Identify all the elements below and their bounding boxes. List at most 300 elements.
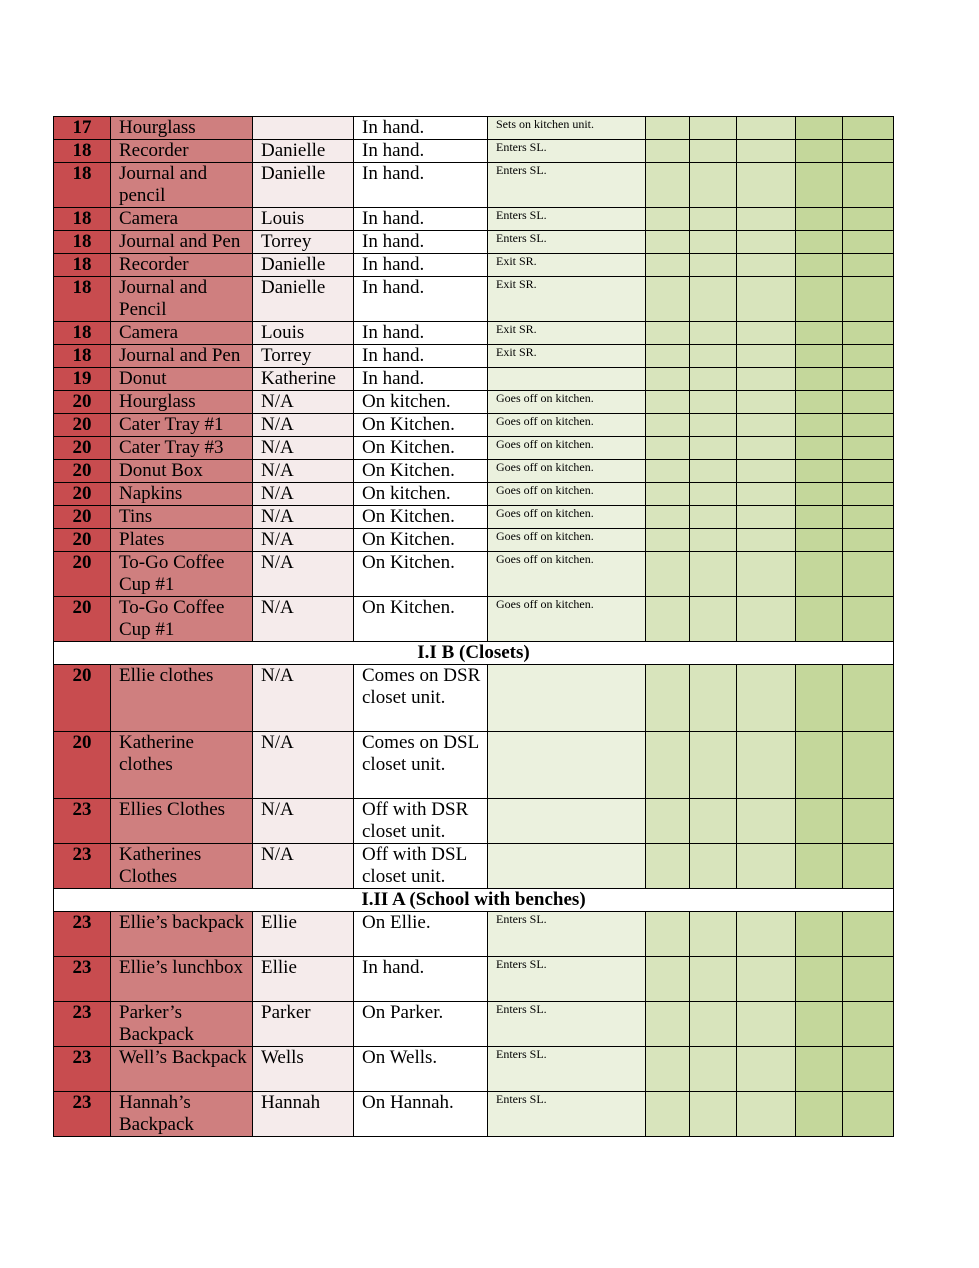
check-cell-2[interactable]	[690, 506, 737, 529]
check-cell-1[interactable]	[646, 368, 690, 391]
check-cell-4[interactable]	[796, 163, 843, 208]
check-cell-2[interactable]	[690, 552, 737, 597]
check-cell-1[interactable]	[646, 322, 690, 345]
check-cell-2[interactable]	[690, 277, 737, 322]
check-cell-4[interactable]	[796, 414, 843, 437]
check-cell-4[interactable]	[796, 597, 843, 642]
check-cell-2[interactable]	[690, 368, 737, 391]
check-cell-4[interactable]	[796, 799, 843, 844]
check-cell-3[interactable]	[737, 483, 796, 506]
check-cell-3[interactable]	[737, 391, 796, 414]
check-cell-5[interactable]	[843, 957, 894, 1002]
note-cell: Exit SR.	[488, 345, 646, 368]
location-cell: On Wells.	[354, 1047, 488, 1092]
check-cell-4[interactable]	[796, 322, 843, 345]
check-cell-2[interactable]	[690, 322, 737, 345]
check-cell-4[interactable]	[796, 208, 843, 231]
character-cell: N/A	[253, 665, 354, 732]
character-cell: N/A	[253, 437, 354, 460]
note-cell: Enters SL.	[488, 140, 646, 163]
check-cell-5[interactable]	[843, 117, 894, 140]
check-cell-3[interactable]	[737, 231, 796, 254]
check-cell-3[interactable]	[737, 552, 796, 597]
prop-item-cell: Parker’s Backpack	[111, 1002, 253, 1047]
check-cell-5[interactable]	[843, 368, 894, 391]
check-cell-5[interactable]	[843, 529, 894, 552]
check-cell-2[interactable]	[690, 483, 737, 506]
character-cell: N/A	[253, 391, 354, 414]
check-cell-3[interactable]	[737, 957, 796, 1002]
check-cell-3[interactable]	[737, 1047, 796, 1092]
location-cell: On Kitchen.	[354, 460, 488, 483]
prop-item-cell: Napkins	[111, 483, 253, 506]
check-cell-2[interactable]	[690, 732, 737, 799]
check-cell-5[interactable]	[843, 597, 894, 642]
note-cell: Sets on kitchen unit.	[488, 117, 646, 140]
check-cell-1[interactable]	[646, 732, 690, 799]
page-cell: 23	[54, 957, 111, 1002]
check-cell-4[interactable]	[796, 437, 843, 460]
section-header-row	[54, 642, 894, 665]
check-cell-2[interactable]	[690, 391, 737, 414]
character-cell: Katherine	[253, 368, 354, 391]
prop-item-cell: Hourglass	[111, 117, 253, 140]
check-cell-3[interactable]	[737, 1002, 796, 1047]
check-cell-5[interactable]	[843, 1002, 894, 1047]
check-cell-5[interactable]	[843, 1092, 894, 1137]
note-cell: Goes off on kitchen.	[488, 597, 646, 642]
check-cell-3[interactable]	[737, 460, 796, 483]
location-cell: Off with DSL closet unit.	[354, 844, 488, 889]
check-cell-4[interactable]	[796, 1002, 843, 1047]
location-cell: On Parker.	[354, 1002, 488, 1047]
table-row	[54, 529, 894, 552]
table-row	[54, 844, 894, 889]
prop-item-cell: Donut Box	[111, 460, 253, 483]
location-cell: In hand.	[354, 163, 488, 208]
location-cell: On Kitchen.	[354, 597, 488, 642]
note-cell: Goes off on kitchen.	[488, 483, 646, 506]
check-cell-1[interactable]	[646, 1047, 690, 1092]
check-cell-4[interactable]	[796, 506, 843, 529]
check-cell-1[interactable]	[646, 1002, 690, 1047]
check-cell-1[interactable]	[646, 957, 690, 1002]
note-cell	[488, 844, 646, 889]
check-cell-5[interactable]	[843, 163, 894, 208]
check-cell-1[interactable]	[646, 460, 690, 483]
table-row	[54, 231, 894, 254]
page-cell: 23	[54, 1047, 111, 1092]
check-cell-2[interactable]	[690, 665, 737, 732]
check-cell-4[interactable]	[796, 665, 843, 732]
page-cell: 18	[54, 208, 111, 231]
check-cell-2[interactable]	[690, 117, 737, 140]
check-cell-4[interactable]	[796, 231, 843, 254]
check-cell-2[interactable]	[690, 1002, 737, 1047]
check-cell-4[interactable]	[796, 140, 843, 163]
prop-item-cell: Well’s Backpack	[111, 1047, 253, 1092]
character-cell: N/A	[253, 799, 354, 844]
check-cell-1[interactable]	[646, 1092, 690, 1137]
location-cell: On Kitchen.	[354, 529, 488, 552]
check-cell-5[interactable]	[843, 799, 894, 844]
note-cell: Enters SL.	[488, 231, 646, 254]
character-cell	[253, 117, 354, 140]
note-cell: Goes off on kitchen.	[488, 437, 646, 460]
page-cell: 20	[54, 391, 111, 414]
check-cell-1[interactable]	[646, 391, 690, 414]
page-cell: 23	[54, 1092, 111, 1137]
table-row	[54, 552, 894, 597]
prop-item-cell: Donut	[111, 368, 253, 391]
table-row	[54, 414, 894, 437]
check-cell-4[interactable]	[796, 345, 843, 368]
check-cell-3[interactable]	[737, 799, 796, 844]
check-cell-5[interactable]	[843, 140, 894, 163]
prop-item-cell: Ellies Clothes	[111, 799, 253, 844]
note-cell: Goes off on kitchen.	[488, 391, 646, 414]
page-cell: 18	[54, 231, 111, 254]
prop-item-cell: Ellie’s lunchbox	[111, 957, 253, 1002]
check-cell-4[interactable]	[796, 1047, 843, 1092]
check-cell-3[interactable]	[737, 732, 796, 799]
page-cell: 18	[54, 140, 111, 163]
page-cell: 20	[54, 732, 111, 799]
prop-item-cell: Cater Tray #1	[111, 414, 253, 437]
prop-item-cell: Tins	[111, 506, 253, 529]
table-row	[54, 799, 894, 844]
check-cell-1[interactable]	[646, 414, 690, 437]
check-cell-3[interactable]	[737, 140, 796, 163]
character-cell: Ellie	[253, 912, 354, 957]
table-row	[54, 732, 894, 799]
character-cell: Torrey	[253, 231, 354, 254]
check-cell-2[interactable]	[690, 1092, 737, 1137]
location-cell: In hand.	[354, 208, 488, 231]
check-cell-5[interactable]	[843, 732, 894, 799]
check-cell-4[interactable]	[796, 957, 843, 1002]
prop-item-cell: To-Go Coffee Cup #1	[111, 552, 253, 597]
table-row	[54, 254, 894, 277]
note-cell: Goes off on kitchen.	[488, 506, 646, 529]
location-cell: In hand.	[354, 368, 488, 391]
prop-item-cell: Recorder	[111, 254, 253, 277]
prop-item-cell: Camera	[111, 322, 253, 345]
note-cell: Enters SL.	[488, 1002, 646, 1047]
table-row	[54, 117, 894, 140]
check-cell-5[interactable]	[843, 345, 894, 368]
check-cell-1[interactable]	[646, 483, 690, 506]
check-cell-2[interactable]	[690, 208, 737, 231]
page-cell: 20	[54, 414, 111, 437]
check-cell-1[interactable]	[646, 208, 690, 231]
page-cell: 17	[54, 117, 111, 140]
check-cell-1[interactable]	[646, 665, 690, 732]
section-header-row	[54, 889, 894, 912]
check-cell-5[interactable]	[843, 231, 894, 254]
character-cell: Louis	[253, 208, 354, 231]
check-cell-3[interactable]	[737, 254, 796, 277]
check-cell-4[interactable]	[796, 912, 843, 957]
check-cell-1[interactable]	[646, 231, 690, 254]
check-cell-1[interactable]	[646, 277, 690, 322]
check-cell-2[interactable]	[690, 414, 737, 437]
location-cell: On Ellie.	[354, 912, 488, 957]
character-cell: N/A	[253, 529, 354, 552]
page-cell: 18	[54, 254, 111, 277]
table-row	[54, 957, 894, 1002]
location-cell: In hand.	[354, 957, 488, 1002]
check-cell-1[interactable]	[646, 912, 690, 957]
table-row	[54, 345, 894, 368]
check-cell-4[interactable]	[796, 483, 843, 506]
check-cell-5[interactable]	[843, 208, 894, 231]
check-cell-1[interactable]	[646, 597, 690, 642]
note-cell	[488, 732, 646, 799]
prop-item-cell: Katherine clothes	[111, 732, 253, 799]
location-cell: On Kitchen.	[354, 414, 488, 437]
prop-item-cell: Hannah’s Backpack	[111, 1092, 253, 1137]
check-cell-5[interactable]	[843, 665, 894, 732]
check-cell-2[interactable]	[690, 799, 737, 844]
table-row	[54, 391, 894, 414]
check-cell-3[interactable]	[737, 437, 796, 460]
check-cell-3[interactable]	[737, 345, 796, 368]
prop-item-cell: Journal and Pen	[111, 345, 253, 368]
location-cell: Comes on DSR closet unit.	[354, 665, 488, 732]
note-cell: Enters SL.	[488, 208, 646, 231]
check-cell-3[interactable]	[737, 529, 796, 552]
check-cell-3[interactable]	[737, 117, 796, 140]
page-cell: 23	[54, 912, 111, 957]
character-cell: N/A	[253, 414, 354, 437]
check-cell-5[interactable]	[843, 414, 894, 437]
character-cell: Danielle	[253, 254, 354, 277]
check-cell-4[interactable]	[796, 1092, 843, 1137]
check-cell-5[interactable]	[843, 844, 894, 889]
note-cell: Exit SR.	[488, 254, 646, 277]
check-cell-3[interactable]	[737, 844, 796, 889]
prop-item-cell: Plates	[111, 529, 253, 552]
prop-item-cell: Camera	[111, 208, 253, 231]
table-row	[54, 277, 894, 322]
table-row	[54, 460, 894, 483]
location-cell: In hand.	[354, 254, 488, 277]
table-row	[54, 1002, 894, 1047]
check-cell-5[interactable]	[843, 322, 894, 345]
note-cell: Enters SL.	[488, 1047, 646, 1092]
character-cell: Wells	[253, 1047, 354, 1092]
note-cell	[488, 368, 646, 391]
check-cell-2[interactable]	[690, 254, 737, 277]
check-cell-1[interactable]	[646, 799, 690, 844]
location-cell: In hand.	[354, 345, 488, 368]
check-cell-1[interactable]	[646, 437, 690, 460]
check-cell-1[interactable]	[646, 552, 690, 597]
page-cell: 23	[54, 844, 111, 889]
check-cell-1[interactable]	[646, 844, 690, 889]
check-cell-5[interactable]	[843, 277, 894, 322]
check-cell-3[interactable]	[737, 506, 796, 529]
location-cell: On Kitchen.	[354, 552, 488, 597]
check-cell-3[interactable]	[737, 322, 796, 345]
check-cell-2[interactable]	[690, 1047, 737, 1092]
location-cell: In hand.	[354, 231, 488, 254]
table-row	[54, 1092, 894, 1137]
check-cell-3[interactable]	[737, 1092, 796, 1137]
table-row	[54, 506, 894, 529]
note-cell: Enters SL.	[488, 957, 646, 1002]
character-cell: Danielle	[253, 140, 354, 163]
page-cell: 20	[54, 437, 111, 460]
check-cell-4[interactable]	[796, 529, 843, 552]
check-cell-1[interactable]	[646, 163, 690, 208]
check-cell-4[interactable]	[796, 368, 843, 391]
location-cell: Off with DSR closet unit.	[354, 799, 488, 844]
check-cell-5[interactable]	[843, 391, 894, 414]
character-cell: Hannah	[253, 1092, 354, 1137]
section-title: I.I B (Closets)	[54, 642, 894, 665]
page-cell: 18	[54, 277, 111, 322]
check-cell-5[interactable]	[843, 460, 894, 483]
page-cell: 18	[54, 345, 111, 368]
check-cell-4[interactable]	[796, 552, 843, 597]
character-cell: Ellie	[253, 957, 354, 1002]
location-cell: On kitchen.	[354, 483, 488, 506]
prop-item-cell: Ellie clothes	[111, 665, 253, 732]
note-cell	[488, 665, 646, 732]
note-cell: Enters SL.	[488, 163, 646, 208]
note-cell: Enters SL.	[488, 912, 646, 957]
character-cell: N/A	[253, 506, 354, 529]
character-cell: N/A	[253, 483, 354, 506]
page-cell: 23	[54, 1002, 111, 1047]
check-cell-1[interactable]	[646, 345, 690, 368]
page-cell: 18	[54, 163, 111, 208]
check-cell-1[interactable]	[646, 506, 690, 529]
check-cell-3[interactable]	[737, 163, 796, 208]
prop-item-cell: Journal and Pen	[111, 231, 253, 254]
prop-item-cell: Katherines Clothes	[111, 844, 253, 889]
prop-item-cell: Journal and pencil	[111, 163, 253, 208]
check-cell-2[interactable]	[690, 844, 737, 889]
check-cell-3[interactable]	[737, 597, 796, 642]
table-row	[54, 163, 894, 208]
check-cell-4[interactable]	[796, 391, 843, 414]
note-cell: Exit SR.	[488, 322, 646, 345]
check-cell-1[interactable]	[646, 140, 690, 163]
check-cell-2[interactable]	[690, 529, 737, 552]
location-cell: In hand.	[354, 277, 488, 322]
table-row	[54, 208, 894, 231]
prop-item-cell: Journal and Pencil	[111, 277, 253, 322]
check-cell-5[interactable]	[843, 437, 894, 460]
note-cell: Goes off on kitchen.	[488, 529, 646, 552]
check-cell-5[interactable]	[843, 483, 894, 506]
check-cell-5[interactable]	[843, 506, 894, 529]
character-cell: N/A	[253, 597, 354, 642]
table-row	[54, 322, 894, 345]
check-cell-2[interactable]	[690, 437, 737, 460]
check-cell-3[interactable]	[737, 414, 796, 437]
page-cell: 20	[54, 665, 111, 732]
check-cell-1[interactable]	[646, 254, 690, 277]
page-cell: 20	[54, 460, 111, 483]
note-cell: Goes off on kitchen.	[488, 552, 646, 597]
check-cell-2[interactable]	[690, 163, 737, 208]
check-cell-3[interactable]	[737, 277, 796, 322]
check-cell-2[interactable]	[690, 597, 737, 642]
character-cell: N/A	[253, 552, 354, 597]
check-cell-4[interactable]	[796, 277, 843, 322]
location-cell: In hand.	[354, 117, 488, 140]
section-title: I.II A (School with benches)	[54, 889, 894, 912]
check-cell-3[interactable]	[737, 368, 796, 391]
note-cell: Goes off on kitchen.	[488, 414, 646, 437]
prop-item-cell: Ellie’s backpack	[111, 912, 253, 957]
check-cell-2[interactable]	[690, 957, 737, 1002]
character-cell: Torrey	[253, 345, 354, 368]
check-cell-2[interactable]	[690, 231, 737, 254]
check-cell-2[interactable]	[690, 140, 737, 163]
table-row	[54, 140, 894, 163]
prop-item-cell: Cater Tray #3	[111, 437, 253, 460]
check-cell-5[interactable]	[843, 552, 894, 597]
check-cell-5[interactable]	[843, 1047, 894, 1092]
page-cell: 20	[54, 597, 111, 642]
note-cell	[488, 799, 646, 844]
check-cell-3[interactable]	[737, 208, 796, 231]
character-cell: Danielle	[253, 163, 354, 208]
check-cell-4[interactable]	[796, 117, 843, 140]
table-row	[54, 597, 894, 642]
location-cell: On Hannah.	[354, 1092, 488, 1137]
character-cell: Parker	[253, 1002, 354, 1047]
page-cell: 20	[54, 483, 111, 506]
table-row	[54, 483, 894, 506]
check-cell-1[interactable]	[646, 529, 690, 552]
location-cell: On kitchen.	[354, 391, 488, 414]
page-cell: 23	[54, 799, 111, 844]
character-cell: Danielle	[253, 277, 354, 322]
check-cell-2[interactable]	[690, 345, 737, 368]
check-cell-5[interactable]	[843, 254, 894, 277]
check-cell-4[interactable]	[796, 460, 843, 483]
check-cell-3[interactable]	[737, 912, 796, 957]
check-cell-3[interactable]	[737, 665, 796, 732]
character-cell: Louis	[253, 322, 354, 345]
page-cell: 19	[54, 368, 111, 391]
check-cell-4[interactable]	[796, 254, 843, 277]
props-table	[53, 116, 894, 1137]
location-cell: In hand.	[354, 322, 488, 345]
check-cell-2[interactable]	[690, 912, 737, 957]
page-cell: 20	[54, 529, 111, 552]
check-cell-5[interactable]	[843, 912, 894, 957]
location-cell: Comes on DSL closet unit.	[354, 732, 488, 799]
character-cell: N/A	[253, 460, 354, 483]
table-row	[54, 665, 894, 732]
check-cell-4[interactable]	[796, 732, 843, 799]
note-cell: Goes off on kitchen.	[488, 460, 646, 483]
page-cell: 20	[54, 506, 111, 529]
note-cell: Enters SL.	[488, 1092, 646, 1137]
check-cell-4[interactable]	[796, 844, 843, 889]
check-cell-2[interactable]	[690, 460, 737, 483]
table-row	[54, 1047, 894, 1092]
prop-item-cell: To-Go Coffee Cup #1	[111, 597, 253, 642]
check-cell-1[interactable]	[646, 117, 690, 140]
